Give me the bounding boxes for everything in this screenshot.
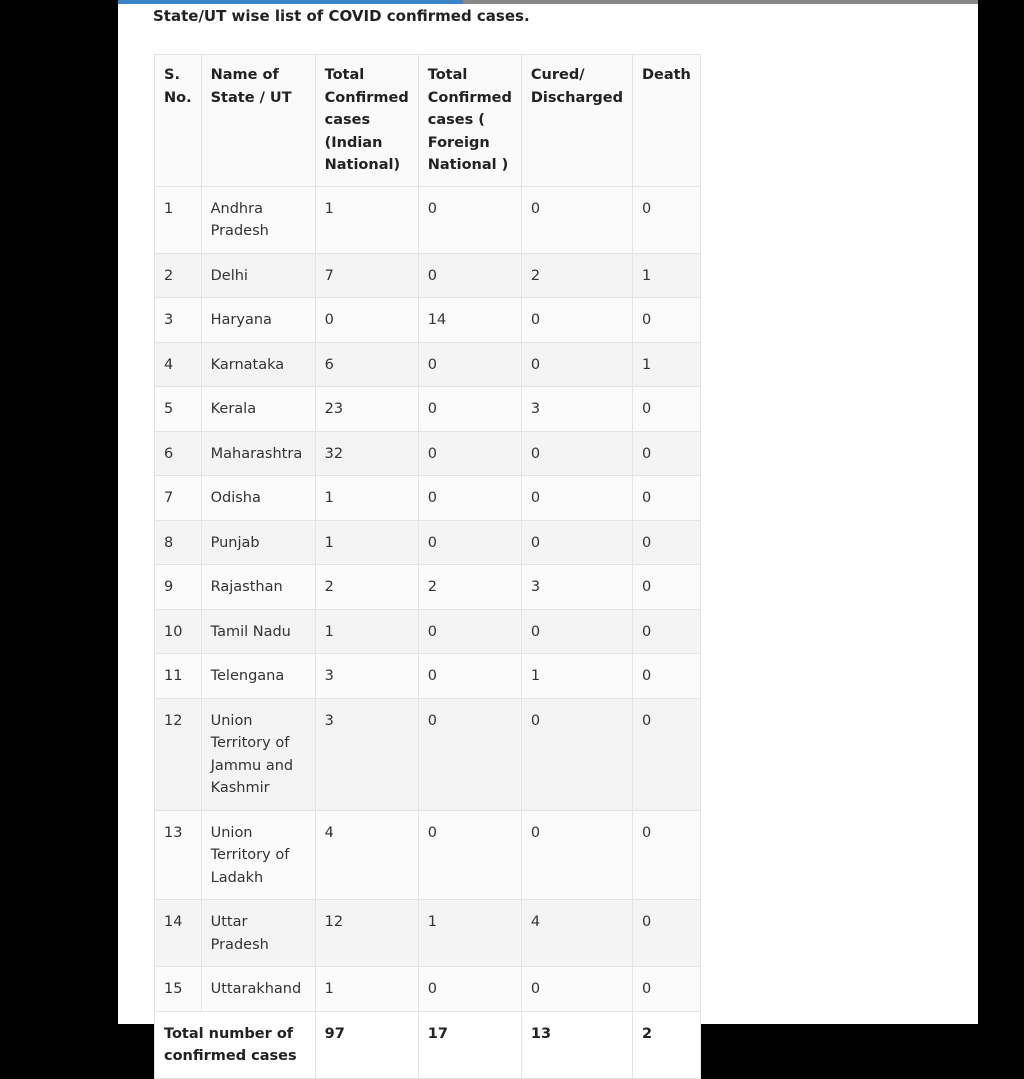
cell-serial-number: 14 <box>155 900 202 967</box>
cell-serial-number: 15 <box>155 967 202 1012</box>
cell-serial-number: 1 <box>155 186 202 253</box>
header-state-name: Name of State / UT <box>201 55 315 187</box>
cell-confirmed-foreign: 0 <box>418 476 521 521</box>
cell-state-name: Rajasthan <box>201 565 315 610</box>
cell-confirmed-indian: 0 <box>315 298 418 343</box>
cell-cured: 0 <box>521 520 632 565</box>
cell-state-name: Odisha <box>201 476 315 521</box>
cell-confirmed-foreign: 0 <box>418 654 521 699</box>
cell-confirmed-indian: 32 <box>315 431 418 476</box>
cell-cured: 0 <box>521 298 632 343</box>
cell-confirmed-indian: 7 <box>315 253 418 298</box>
cell-confirmed-foreign: 0 <box>418 698 521 810</box>
header-death: Death <box>632 55 700 187</box>
cell-state-name: Delhi <box>201 253 315 298</box>
cell-death: 0 <box>632 900 700 967</box>
cell-state-name: Union Territory of Ladakh <box>201 810 315 900</box>
cell-death: 0 <box>632 654 700 699</box>
total-confirmed-indian: 97 <box>315 1011 418 1078</box>
table-row <box>155 186 701 253</box>
cell-death: 0 <box>632 186 700 253</box>
table-row <box>155 609 701 654</box>
cell-serial-number: 4 <box>155 342 202 387</box>
cell-cured: 0 <box>521 186 632 253</box>
table-header-row <box>155 55 701 187</box>
table-total-row <box>155 1011 701 1078</box>
total-death: 2 <box>632 1011 700 1078</box>
cell-cured: 0 <box>521 609 632 654</box>
cell-serial-number: 8 <box>155 520 202 565</box>
cell-state-name: Haryana <box>201 298 315 343</box>
cell-death: 0 <box>632 298 700 343</box>
cell-death: 0 <box>632 520 700 565</box>
cell-cured: 1 <box>521 654 632 699</box>
cell-cured: 3 <box>521 387 632 432</box>
table-row <box>155 342 701 387</box>
cell-state-name: Telengana <box>201 654 315 699</box>
cell-confirmed-foreign: 0 <box>418 387 521 432</box>
table-row <box>155 431 701 476</box>
cell-confirmed-indian: 1 <box>315 476 418 521</box>
cell-confirmed-indian: 6 <box>315 342 418 387</box>
cell-confirmed-foreign: 0 <box>418 810 521 900</box>
table-row <box>155 654 701 699</box>
cell-serial-number: 9 <box>155 565 202 610</box>
cell-confirmed-indian: 2 <box>315 565 418 610</box>
table-row <box>155 967 701 1012</box>
cell-death: 1 <box>632 253 700 298</box>
header-confirmed-indian: Total Confirmed cases (Indian National) <box>315 55 418 187</box>
cell-state-name: Kerala <box>201 387 315 432</box>
cell-cured: 0 <box>521 967 632 1012</box>
cell-state-name: Maharashtra <box>201 431 315 476</box>
cell-confirmed-indian: 1 <box>315 967 418 1012</box>
cell-cured: 2 <box>521 253 632 298</box>
table-body <box>155 186 701 1078</box>
table-row <box>155 520 701 565</box>
cell-state-name: Union Territory of Jammu and Kashmir <box>201 698 315 810</box>
cell-state-name: Uttarakhand <box>201 967 315 1012</box>
cell-confirmed-foreign: 2 <box>418 565 521 610</box>
header-serial-number: S. No. <box>155 55 202 187</box>
table-row <box>155 253 701 298</box>
cell-state-name: Punjab <box>201 520 315 565</box>
cell-death: 0 <box>632 810 700 900</box>
cell-serial-number: 2 <box>155 253 202 298</box>
cell-serial-number: 6 <box>155 431 202 476</box>
header-cured: Cured/ Discharged <box>521 55 632 187</box>
cell-serial-number: 12 <box>155 698 202 810</box>
cell-confirmed-indian: 3 <box>315 698 418 810</box>
table-row <box>155 298 701 343</box>
total-cured: 13 <box>521 1011 632 1078</box>
cell-serial-number: 3 <box>155 298 202 343</box>
cell-cured: 4 <box>521 900 632 967</box>
cell-serial-number: 10 <box>155 609 202 654</box>
cell-confirmed-foreign: 0 <box>418 609 521 654</box>
cell-serial-number: 5 <box>155 387 202 432</box>
table-row <box>155 810 701 900</box>
cell-state-name: Tamil Nadu <box>201 609 315 654</box>
cell-death: 0 <box>632 609 700 654</box>
table-row <box>155 387 701 432</box>
cell-confirmed-indian: 23 <box>315 387 418 432</box>
cell-confirmed-indian: 12 <box>315 900 418 967</box>
cell-confirmed-indian: 1 <box>315 520 418 565</box>
cell-serial-number: 13 <box>155 810 202 900</box>
cell-confirmed-foreign: 0 <box>418 253 521 298</box>
cell-death: 0 <box>632 967 700 1012</box>
cell-cured: 0 <box>521 342 632 387</box>
cell-state-name: Andhra Pradesh <box>201 186 315 253</box>
cell-confirmed-foreign: 0 <box>418 342 521 387</box>
header-confirmed-foreign: Total Confirmed cases ( Foreign National ) <box>418 55 521 187</box>
cell-confirmed-foreign: 1 <box>418 900 521 967</box>
cell-death: 0 <box>632 565 700 610</box>
cell-confirmed-indian: 4 <box>315 810 418 900</box>
cell-state-name: Uttar Pradesh <box>201 900 315 967</box>
cell-confirmed-indian: 1 <box>315 609 418 654</box>
table-row <box>155 476 701 521</box>
cell-confirmed-foreign: 0 <box>418 186 521 253</box>
document-page <box>118 4 978 1064</box>
cell-confirmed-indian: 3 <box>315 654 418 699</box>
cell-cured: 3 <box>521 565 632 610</box>
table-row <box>155 698 701 810</box>
cell-cured: 0 <box>521 431 632 476</box>
table-row <box>155 565 701 610</box>
cell-state-name: Karnataka <box>201 342 315 387</box>
cell-confirmed-foreign: 0 <box>418 431 521 476</box>
cell-death: 1 <box>632 342 700 387</box>
cell-cured: 0 <box>521 476 632 521</box>
total-label: Total number of confirmed cases <box>155 1011 316 1078</box>
cell-confirmed-foreign: 0 <box>418 967 521 1012</box>
cell-death: 0 <box>632 698 700 810</box>
cell-confirmed-foreign: 14 <box>418 298 521 343</box>
table-row <box>155 900 701 967</box>
cell-confirmed-indian: 1 <box>315 186 418 253</box>
total-confirmed-foreign: 17 <box>418 1011 521 1078</box>
cell-confirmed-foreign: 0 <box>418 520 521 565</box>
cell-cured: 0 <box>521 810 632 900</box>
page-heading: State/UT wise list of COVID confirmed cases. <box>153 7 530 25</box>
cell-death: 0 <box>632 431 700 476</box>
covid-cases-table <box>154 54 701 1079</box>
cell-serial-number: 7 <box>155 476 202 521</box>
cell-cured: 0 <box>521 698 632 810</box>
cell-death: 0 <box>632 476 700 521</box>
cell-death: 0 <box>632 387 700 432</box>
cell-serial-number: 11 <box>155 654 202 699</box>
